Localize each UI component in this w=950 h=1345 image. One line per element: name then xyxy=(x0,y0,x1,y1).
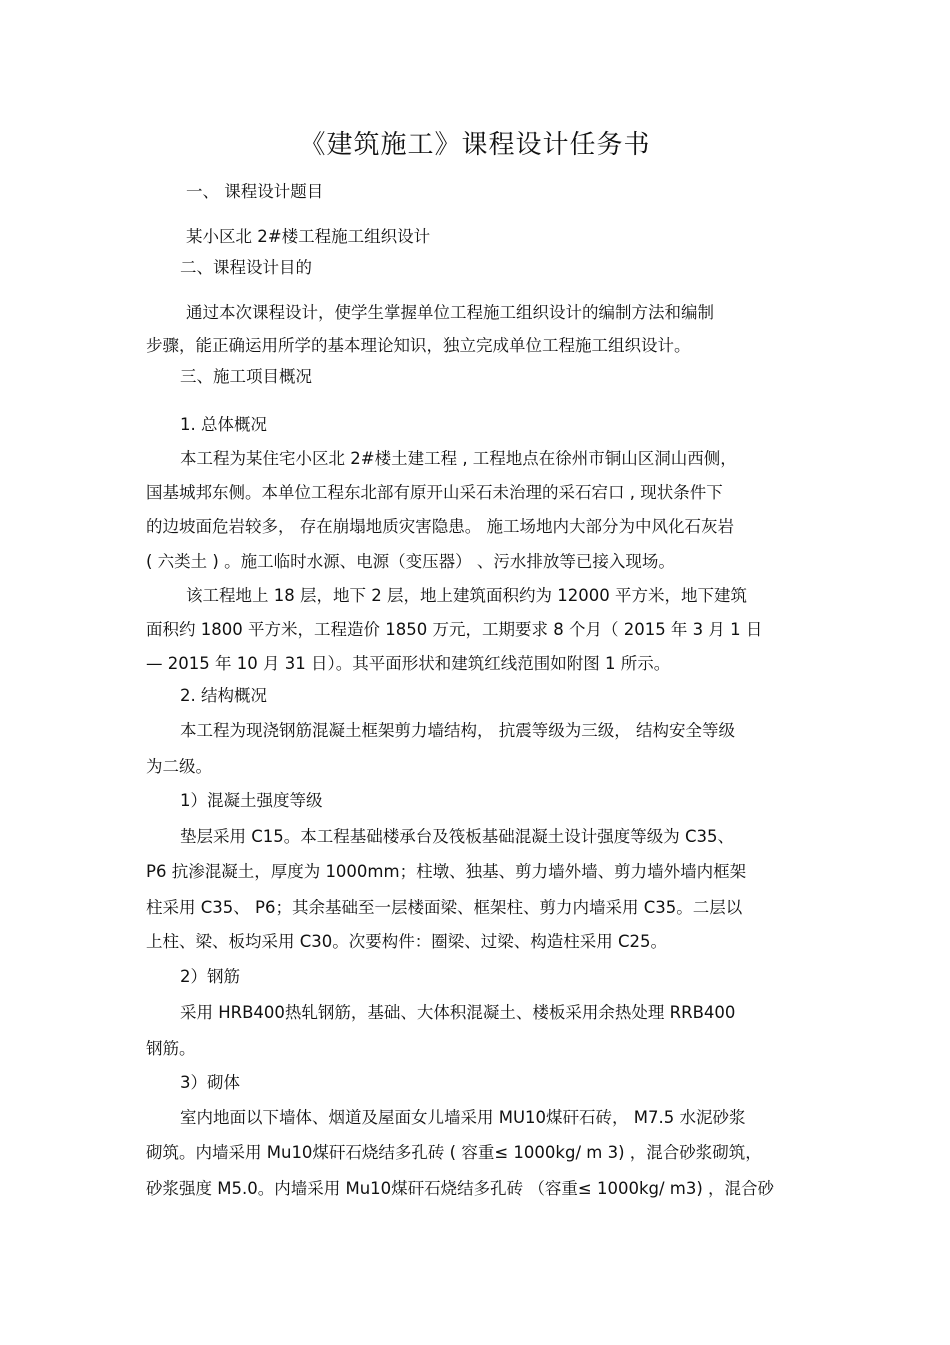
subheading: 1. 总体概况 xyxy=(180,415,267,434)
text-line: 采用 HRB400热轧钢筋，基础、大体积混凝土、楼板采用余热处理 RRB400 xyxy=(180,1003,736,1022)
text-line: 室内地面以下墙体、烟道及屋面女儿墙采用 MU10煤矸石砖， M7.5 水泥砂浆 xyxy=(180,1108,746,1127)
text-line: 砌筑。内墙采用 Mu10煤矸石烧结多孔砖 ( 容重≤ 1000kg/ m 3) ，混合砂浆砌筑， xyxy=(146,1143,762,1162)
heading-3: 三、施工项目概况 xyxy=(180,367,312,386)
subheading: 2. 结构概况 xyxy=(180,686,267,705)
text-line: 砂浆强度 M5.0。内墙采用 Mu10煤矸石烧结多孔砖 （容重≤ 1000kg/ m3) ，混合砂 xyxy=(146,1179,775,1198)
text-line: 某小区北 2#楼工程施工组织设计 xyxy=(186,227,431,246)
text-line: ( 六类土 ) 。施工临时水源、电源（变压器） 、污水排放等已接入现场。 xyxy=(146,552,675,571)
text-line: 柱采用 C35、 P6；其余基础至一层楼面梁、框架柱、剪力内墙采用 C35。二层以 xyxy=(146,898,743,917)
text-line: 该工程地上 18 层，地下 2 层，地上建筑面积约为 12000 平方米，地下建筑 xyxy=(186,586,747,605)
text-line: 本工程为现浇钢筋混凝土框架剪力墙结构， 抗震等级为三级， 结构安全等级 xyxy=(180,721,735,740)
text-line: 通过本次课程设计，使学生掌握单位工程施工组织设计的编制方法和编制 xyxy=(186,303,714,322)
heading-2: 二、课程设计目的 xyxy=(180,258,312,277)
text-line: 为二级。 xyxy=(146,757,212,776)
text-line: 垫层采用 C15。本工程基础楼承台及筏板基础混凝土设计强度等级为 C35、 xyxy=(180,827,735,846)
subheading: 2）钢筋 xyxy=(180,967,240,986)
document-title: 《建筑施工》课程设计任务书 xyxy=(299,130,651,160)
text-line: 面积约 1800 平方米，工程造价 1850 万元，工期要求 8 个月（ 2015 年 3 月 1 日 xyxy=(146,620,763,639)
subheading: 3）砌体 xyxy=(180,1073,240,1092)
text-line: 国基城邦东侧。本单位工程东北部有原开山采石未治理的采石宕口 , 现状条件下 xyxy=(146,483,723,502)
text-line: P6 抗渗混凝土，厚度为 1000mm；柱墩、独基、剪力墙外墙、剪力墙外墙内框架 xyxy=(146,862,747,881)
heading-1: 一、 课程设计题目 xyxy=(186,182,324,201)
subheading: 1）混凝土强度等级 xyxy=(180,791,323,810)
text-line: 钢筋。 xyxy=(146,1039,196,1058)
text-line: 本工程为某住宅小区北 2#楼土建工程 , 工程地点在徐州市铜山区洞山西侧， xyxy=(180,449,737,468)
text-line: — 2015 年 10 月 31 日）。其平面形状和建筑红线范围如附图 1 所示。 xyxy=(146,654,671,673)
text-line: 上柱、梁、板均采用 C30。次要构件：圈梁、过梁、构造柱采用 C25。 xyxy=(146,932,668,951)
text-line: 的边坡面危岩较多， 存在崩塌地质灾害隐患。 施工场地内大部分为中风化石灰岩 xyxy=(146,517,734,536)
text-line: 步骤，能正确运用所学的基本理论知识，独立完成单位工程施工组织设计。 xyxy=(146,336,691,355)
